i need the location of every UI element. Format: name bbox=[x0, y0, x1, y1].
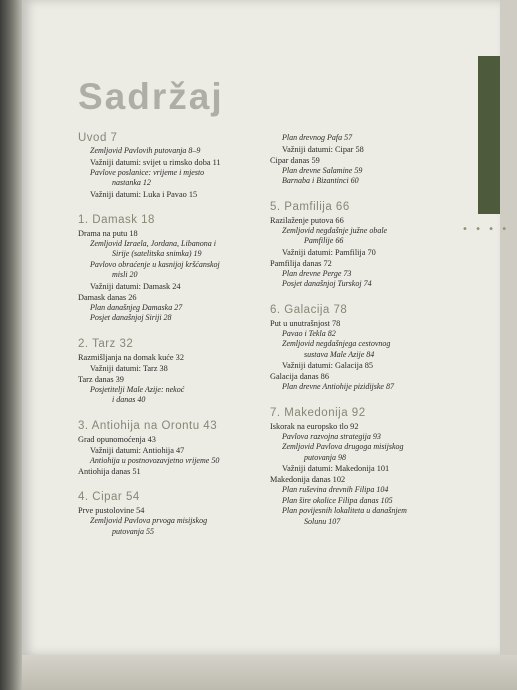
toc-dates-entry bbox=[270, 247, 460, 258]
toc-feature-entry bbox=[78, 516, 263, 537]
toc-section-entry bbox=[270, 474, 460, 485]
section-gap bbox=[270, 187, 460, 200]
toc-entry-continuation: nastanka 12 bbox=[112, 178, 151, 187]
toc-dates-entry bbox=[78, 363, 263, 374]
toc-entry-text: 1. Damask 18 bbox=[78, 213, 155, 226]
toc-entry-text: Cipar danas 59 bbox=[270, 155, 320, 165]
toc-feature-entry bbox=[270, 166, 460, 177]
toc-feature-entry bbox=[270, 339, 460, 360]
toc-entry-text: 2. Tarz 32 bbox=[78, 337, 134, 350]
toc-entry-continuation: sustava Male Azije 84 bbox=[304, 349, 375, 359]
toc-entry-text: Važniji datumi: Makedonija 101 bbox=[282, 464, 390, 473]
section-gap bbox=[78, 324, 263, 337]
book-spine-shadow bbox=[0, 0, 22, 690]
toc-section-entry bbox=[78, 228, 263, 239]
toc-section-entry bbox=[270, 155, 460, 166]
toc-section-entry bbox=[78, 352, 263, 363]
page-title: Sadržaj bbox=[78, 76, 224, 117]
toc-entry-text: Plan drevnog Pafa 57 bbox=[282, 133, 353, 142]
toc-feature-entry bbox=[270, 496, 460, 507]
toc-entry-text: Posjet današnjoj Siriji 28 bbox=[90, 313, 172, 322]
toc-entry-text: Damask danas 26 bbox=[78, 292, 137, 302]
toc-entry-text: 6. Galacija 78 bbox=[270, 303, 348, 316]
toc-entry-text: Važniji datumi: Pamfilija 70 bbox=[282, 247, 376, 257]
toc-entry-text: Zemljovid Pavlova prvoga misijskog bbox=[90, 516, 208, 525]
toc-entry-text: Važniji datumi: svijet u rimsko doba 11 bbox=[90, 157, 221, 167]
toc-section-entry bbox=[270, 215, 460, 226]
toc-section-entry bbox=[270, 421, 460, 432]
toc-feature-entry bbox=[270, 329, 460, 340]
toc-entry-text: Važniji datumi: Tarz 38 bbox=[90, 363, 168, 373]
toc-feature-entry bbox=[78, 260, 263, 281]
toc-feature-entry bbox=[270, 269, 460, 280]
toc-entry-text: Makedonija danas 102 bbox=[270, 475, 346, 484]
toc-entry-text: Plan drevne Perge 73 bbox=[282, 268, 352, 278]
toc-entry-text: Plan drevne Salamine 59 bbox=[282, 165, 363, 175]
toc-entry-text: Antiohija u postnovozavjetno vrijeme 50 bbox=[90, 455, 220, 465]
toc-feature-entry bbox=[270, 226, 460, 247]
toc-right-column bbox=[270, 133, 460, 527]
toc-entry-continuation: putovanja 98 bbox=[304, 452, 346, 462]
toc-section-entry bbox=[78, 434, 263, 445]
toc-section-entry bbox=[270, 258, 460, 269]
toc-entry-continuation: i danas 40 bbox=[112, 395, 146, 404]
toc-chapter-heading bbox=[270, 200, 460, 214]
page-edge-right bbox=[500, 0, 517, 655]
toc-section-entry bbox=[270, 318, 460, 329]
toc-feature-entry bbox=[270, 432, 460, 443]
section-gap bbox=[270, 393, 460, 406]
toc-entry-text: Plan današnjeg Damaska 27 bbox=[90, 302, 183, 312]
toc-entry-text: Važniji datumi: Cipar 58 bbox=[282, 144, 364, 154]
toc-chapter-heading bbox=[78, 490, 263, 504]
toc-entry-text: Zemljovid Izraela, Jordana, Libanona i bbox=[90, 238, 216, 248]
toc-feature-entry bbox=[270, 279, 460, 290]
toc-entry-text: Pavlovo obraćenje u kasnijoj kršćanskoj bbox=[90, 259, 220, 269]
toc-entry-continuation: Solunu 107 bbox=[304, 516, 341, 526]
toc-entry-text: Zemljovid negdašnje južne obale bbox=[282, 225, 388, 235]
toc-entry-text: Plan šire okolice Filipa danas 105 bbox=[282, 495, 393, 505]
toc-chapter-heading bbox=[78, 419, 263, 433]
toc-section-entry bbox=[78, 292, 263, 303]
toc-section-entry bbox=[270, 371, 460, 382]
toc-entry-text: Pavlova razvojna strategija 93 bbox=[282, 431, 381, 441]
toc-entry-text: Zemljovid Pavlova drugoga misijskog bbox=[282, 442, 404, 451]
toc-entry-text: Iskorak na europsko tlo 92 bbox=[270, 421, 359, 431]
toc-feature-entry bbox=[270, 133, 460, 144]
toc-entry-continuation: Sirije (satelitska snimka) 19 bbox=[112, 249, 202, 258]
toc-feature-entry bbox=[78, 239, 263, 260]
toc-feature-entry bbox=[78, 313, 263, 324]
toc-entry-text: Antiohija danas 51 bbox=[78, 467, 141, 476]
toc-entry-text: Zemljovid Pavlovih putovanja 8–9 bbox=[90, 146, 201, 155]
toc-feature-entry bbox=[270, 382, 460, 393]
toc-feature-entry bbox=[78, 303, 263, 314]
toc-entry-text: Važniji datumi: Luka i Pavao 15 bbox=[90, 189, 198, 199]
toc-chapter-heading bbox=[78, 337, 263, 351]
toc-entry-text: 4. Cipar 54 bbox=[78, 491, 140, 503]
toc-entry-text: 3. Antiohija na Orontu 43 bbox=[78, 419, 218, 432]
toc-chapter-heading bbox=[78, 131, 263, 145]
toc-feature-entry bbox=[270, 442, 460, 463]
toc-entry-text: Drama na putu 18 bbox=[78, 228, 138, 238]
toc-entry-text: Barnaba i Bizantinci 60 bbox=[282, 176, 359, 185]
toc-entry-text: Zemljovid negdašnjega cestovnog bbox=[282, 339, 391, 348]
toc-dates-entry bbox=[270, 144, 460, 155]
toc-entry-continuation: Pamfilije 66 bbox=[304, 236, 344, 245]
toc-entry-text: Grad opunomoćenja 43 bbox=[78, 434, 156, 444]
toc-feature-entry bbox=[270, 485, 460, 496]
section-gap bbox=[78, 477, 263, 490]
toc-entry-text: Prve pustolovine 54 bbox=[78, 506, 145, 515]
toc-section-entry bbox=[78, 466, 263, 477]
toc-entry-continuation: misli 20 bbox=[112, 270, 138, 279]
toc-entry-text: Važniji datumi: Antiohija 47 bbox=[90, 445, 185, 455]
toc-entry-text: Važniji datumi: Damask 24 bbox=[90, 281, 181, 291]
toc-entry-text: Pavao i Tekla 82 bbox=[282, 328, 336, 338]
toc-feature-entry bbox=[78, 168, 263, 189]
toc-section-entry bbox=[78, 505, 263, 516]
toc-entry-text: Pamfilija danas 72 bbox=[270, 258, 332, 268]
toc-feature-entry bbox=[270, 506, 460, 527]
toc-feature-entry bbox=[78, 146, 263, 157]
toc-dates-entry bbox=[78, 189, 263, 200]
toc-chapter-heading bbox=[78, 213, 263, 227]
section-gap bbox=[270, 290, 460, 303]
toc-entry-text: Uvod 7 bbox=[78, 132, 118, 144]
toc-entry-text: Posjet današnjoj Turskoj 74 bbox=[282, 279, 372, 288]
dot-ornament-icon: • • • • bbox=[462, 224, 510, 235]
toc-feature-entry bbox=[270, 176, 460, 187]
toc-feature-entry bbox=[78, 456, 263, 467]
toc-dates-entry bbox=[270, 360, 460, 371]
toc-dates-entry bbox=[78, 157, 263, 168]
green-thumb-tab bbox=[478, 56, 500, 214]
section-gap bbox=[78, 406, 263, 419]
toc-entry-text: Plan povijesnih lokaliteta u današnjem bbox=[282, 506, 407, 515]
toc-chapter-heading bbox=[270, 406, 460, 420]
toc-chapter-heading bbox=[270, 303, 460, 317]
toc-entry-text: Razmišljanja na domak kuće 32 bbox=[78, 352, 184, 362]
toc-entry-text: Tarz danas 39 bbox=[78, 374, 124, 384]
toc-entry-text: 5. Pamfilija 66 bbox=[270, 200, 350, 213]
section-gap bbox=[78, 200, 263, 213]
toc-entry-text: Važniji datumi: Galacija 85 bbox=[282, 361, 374, 370]
toc-dates-entry bbox=[78, 281, 263, 292]
toc-feature-entry bbox=[78, 385, 263, 406]
toc-entry-text: Posjetitelji Male Azije: nekoć bbox=[90, 384, 185, 394]
toc-entry-text: Galacija danas 86 bbox=[270, 372, 329, 381]
toc-entry-text: Razilaženje putova 66 bbox=[270, 215, 344, 225]
toc-left-column bbox=[78, 131, 263, 537]
toc-entry-text: 7. Makedonija 92 bbox=[270, 406, 366, 419]
toc-dates-entry bbox=[78, 445, 263, 456]
toc-entry-text: Plan drevne Antiohije pizidijske 87 bbox=[282, 382, 394, 391]
toc-entry-text: Put u unutrašnjost 78 bbox=[270, 318, 341, 328]
toc-entry-text: Pavlove poslanice: vrijeme i mjesto bbox=[90, 167, 205, 177]
toc-section-entry bbox=[78, 374, 263, 385]
toc-dates-entry bbox=[270, 463, 460, 474]
page-edge-bottom bbox=[22, 655, 517, 690]
toc-entry-text: Plan ruševina drevnih Filipa 104 bbox=[282, 485, 389, 494]
toc-entry-continuation: putovanja 55 bbox=[112, 526, 154, 536]
